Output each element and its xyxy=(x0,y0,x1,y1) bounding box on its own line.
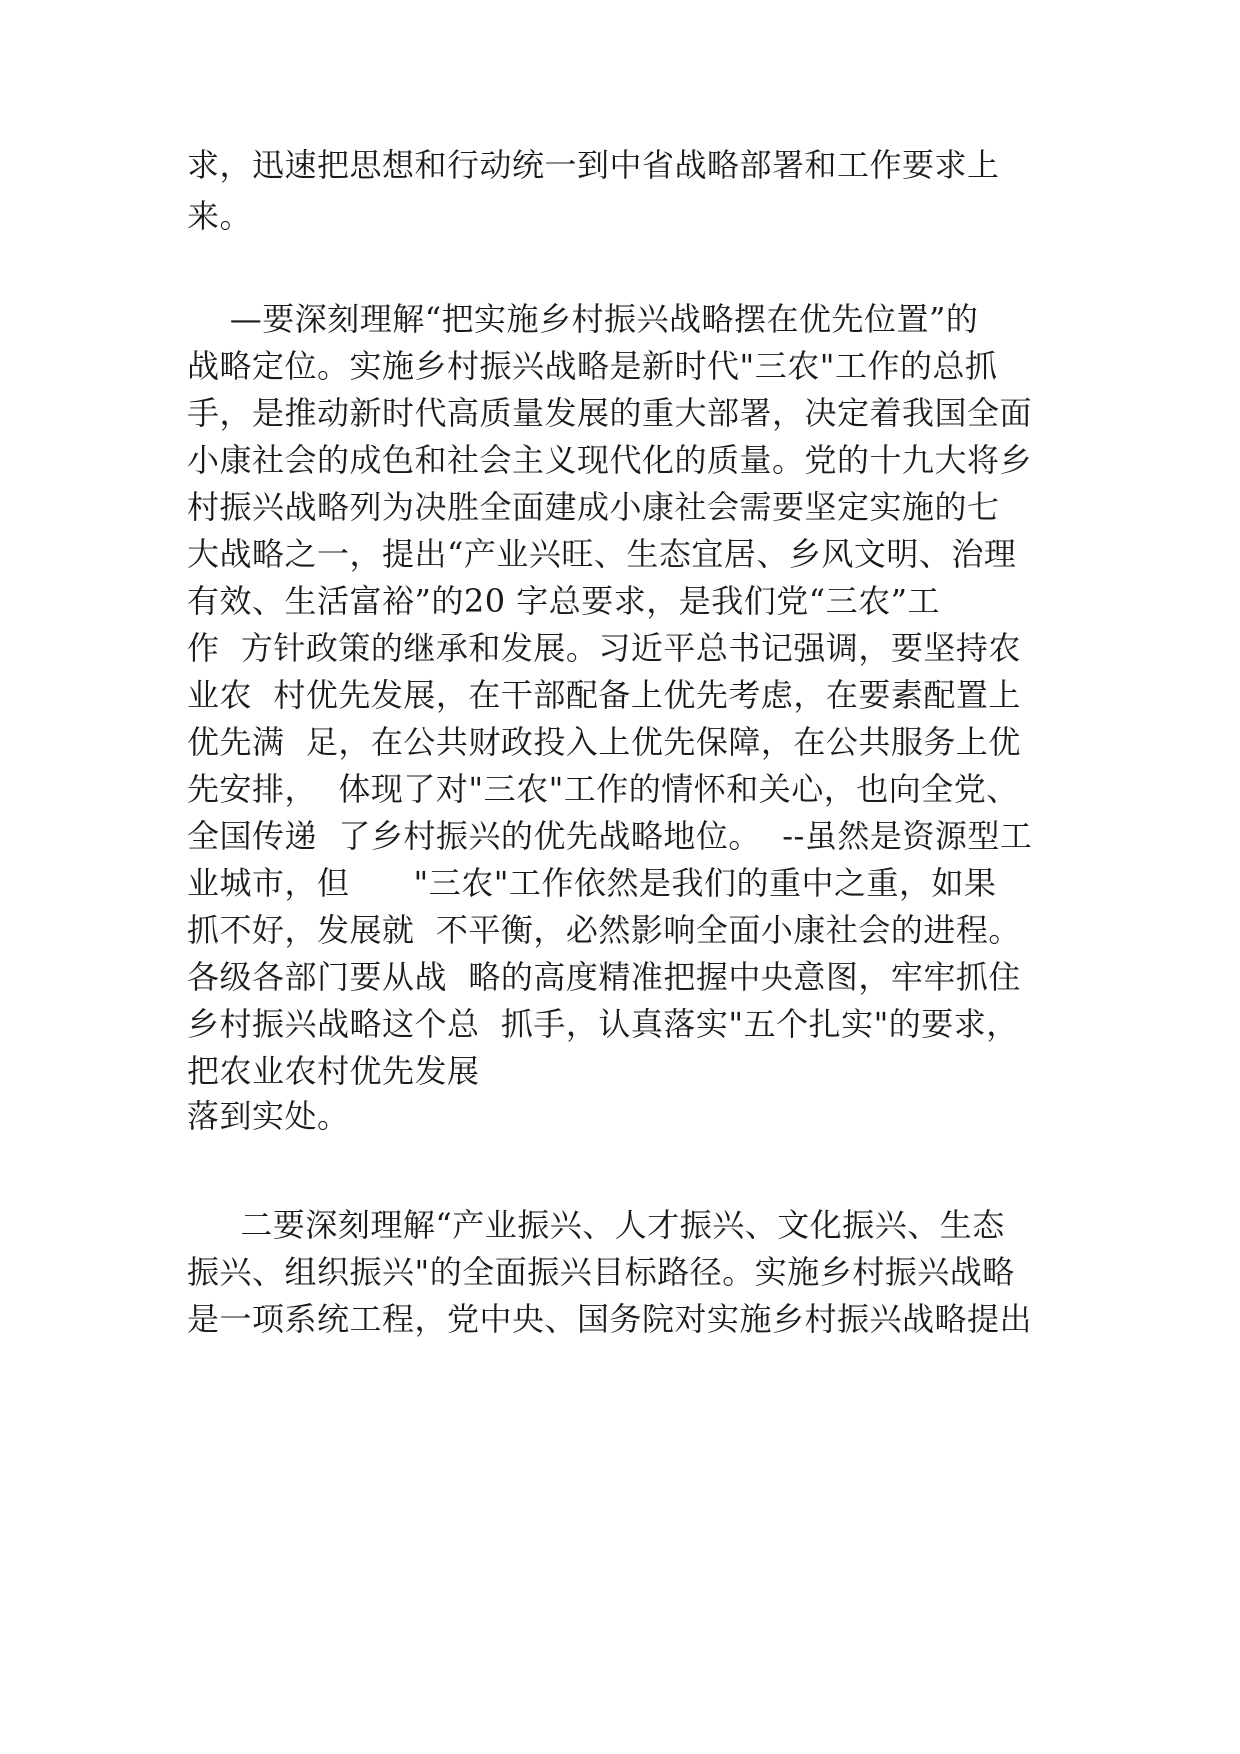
paragraph-1-line-1: 求，迅速把思想和行动统一到中省战略部署和工作要求上 xyxy=(187,146,1000,184)
paragraph-2-line-8: 作 方针政策的继承和发展。习近平总书记强调，要坚持农 xyxy=(187,629,1021,667)
paragraph-3-line-2: 振兴、组织振兴"的全面振兴目标路径。实施乡村振兴战略 xyxy=(187,1253,1015,1291)
paragraph-2-line-14: 抓不好，发展就 不平衡，必然影响全面小康社会的进程。 xyxy=(187,911,1021,949)
paragraph-2-line-4: 小康社会的成色和社会主义现代化的质量。党的十九大将乡 xyxy=(187,441,1033,479)
paragraph-2-line-1: —要深刻理解“把实施乡村振兴战略摆在优先位置”的 xyxy=(187,300,979,338)
paragraph-2-line-17: 把农业农村优先发展 xyxy=(187,1052,480,1090)
paragraph-2-line-13: 业城市，但 "三农"工作依然是我们的重中之重，如果 xyxy=(187,864,997,902)
paragraph-2-line-12: 全国传递 了乡村振兴的优先战略地位。 --虽然是资源型工 xyxy=(187,817,1033,855)
paragraph-2-line-6: 大战略之一，提出“产业兴旺、生态宜居、乡风文明、治理 xyxy=(187,535,1017,573)
paragraph-2-line-3: 手，是推动新时代高质量发展的重大部署，决定着我国全面 xyxy=(187,394,1033,432)
paragraph-2-line-11: 先安排， 体现了对"三农"工作的情怀和关心，也向全党、 xyxy=(187,770,1019,808)
paragraph-2-line-18: 落到实处。 xyxy=(187,1097,350,1135)
paragraph-2-line-15: 各级各部门要从战 略的高度精准把握中央意图，牢牢抓住 xyxy=(187,958,1021,996)
paragraph-2-line-7: 有效、生活富裕”的20 字总要求，是我们党“三农”工 xyxy=(187,582,940,620)
paragraph-1-line-2: 来。 xyxy=(187,197,253,235)
paragraph-2-line-9: 业农 村优先发展，在干部配备上优先考虑，在要素配置上 xyxy=(187,676,1021,714)
paragraph-2-line-16: 乡村振兴战略这个总 抓手，认真落实"五个扎实"的要求， xyxy=(187,1005,1019,1043)
paragraph-3-line-3: 是一项系统工程，党中央、国务院对实施乡村振兴战略提出 xyxy=(187,1300,1033,1338)
paragraph-2-line-10: 优先满 足，在公共财政投入上优先保障，在公共服务上优 xyxy=(187,723,1021,761)
paragraph-3-line-1: 二要深刻理解“产业振兴、人才振兴、文化振兴、生态 xyxy=(187,1206,1005,1244)
paragraph-2-line-2: 战略定位。实施乡村振兴战略是新时代"三农"工作的总抓 xyxy=(187,347,998,385)
paragraph-2-line-5: 村振兴战略列为决胜全面建成小康社会需要坚定实施的七 xyxy=(187,488,1000,526)
